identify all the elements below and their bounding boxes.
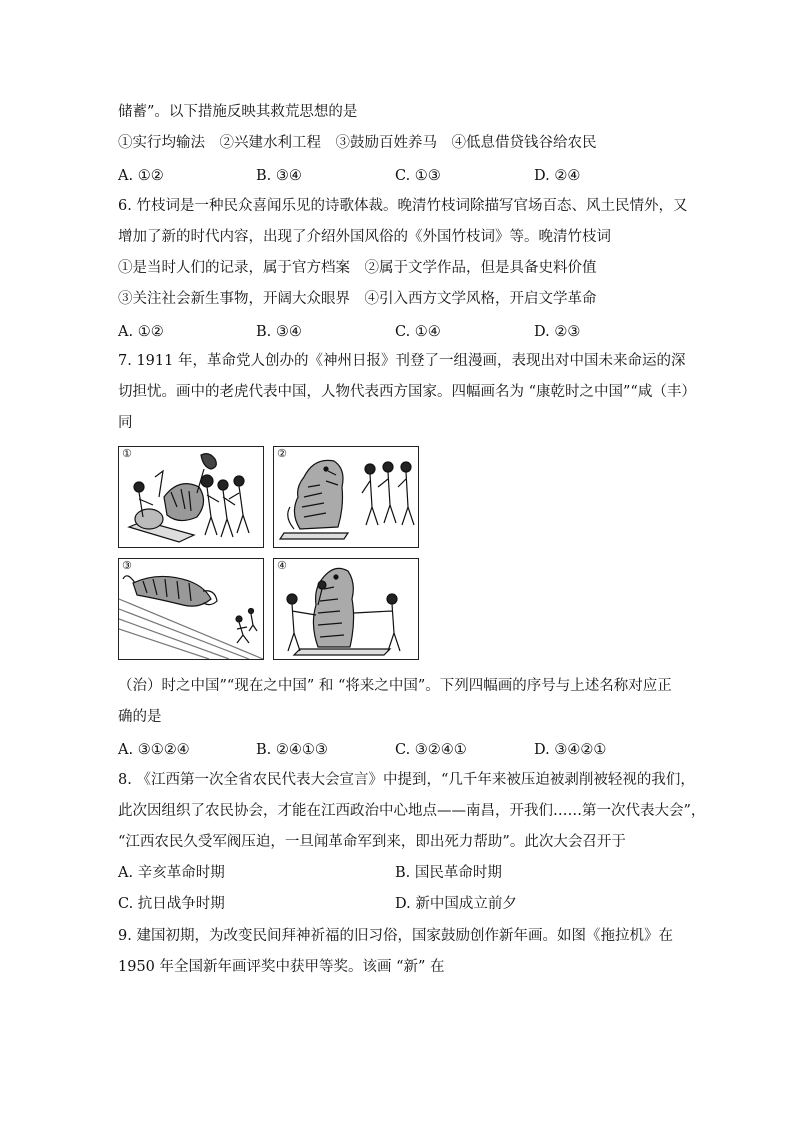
q8-line-3: “江西农民久受军阀压迫，一旦闻革命军到来，即出死力帮助”。此次大会召开于: [118, 834, 626, 850]
q7-option-c: C. ③②④①: [395, 742, 467, 758]
seated-tiger-illustration: [274, 447, 418, 547]
q9-line-2: 1950 年全国新年画评奖中获甲等奖。该画 “新” 在: [118, 959, 445, 975]
q5-stem-end: 储蓄”。以下措施反映其救荒思想的是: [118, 104, 358, 120]
cartoon-panel-4: [273, 558, 419, 660]
q7-option-b: B. ②④①③: [256, 742, 328, 758]
q5-items: ①实行均输法 ②兴建水利工程 ③鼓励百姓养马 ④低息借贷钱谷给农民: [118, 135, 597, 151]
leaping-tiger-illustration: [119, 559, 263, 659]
q8-option-a: A. 辛亥革命时期: [118, 865, 225, 881]
q6-item-1: ①是当时人们的记录，属于官方档案 ②属于文学作品，但是具备史料价值: [118, 260, 597, 276]
q6-option-a: A. ①②: [118, 324, 164, 340]
tiger-struggle-illustration: [119, 447, 263, 547]
cartoon-panel-2: [273, 446, 419, 548]
q7-line-3: 同: [118, 415, 133, 431]
q6-line-2: 增加了新的时代内容，出现了介绍外国风俗的《外国竹枝词》等。晚清竹枝词: [118, 229, 611, 245]
q7-option-a: A. ③①②④: [118, 742, 190, 758]
q6-option-c: C. ①④: [395, 324, 441, 340]
q6-line-1: 6. 竹枝词是一种民众喜闻乐见的诗歌体裁。晚清竹枝词除描写官场百态、风土民情外，又: [118, 198, 688, 214]
q6-item-2: ③关注社会新生事物，开阔大众眼界 ④引入西方文学风格，开启文学革命: [118, 291, 597, 307]
q8-option-c: C. 抗日战争时期: [118, 896, 225, 912]
q5-option-c: C. ①③: [395, 168, 441, 184]
q5-option-b: B. ③④: [256, 168, 302, 184]
cartoon-panel-1: [118, 446, 264, 548]
captured-tiger-illustration: [274, 559, 418, 659]
q7-line-5: 确的是: [118, 709, 162, 725]
panel-number: ①: [122, 447, 132, 460]
q8-option-b: B. 国民革命时期: [395, 865, 502, 881]
panel-number: ②: [277, 447, 287, 460]
q7-option-d: D. ③④②①: [534, 742, 607, 758]
q5-option-a: A. ①②: [118, 168, 164, 184]
q9-line-1: 9. 建国初期，为改变民间拜神祈福的旧习俗，国家鼓励创作新年画。如图《拖拉机》在: [118, 928, 673, 944]
q7-line-4: （治）时之中国”“现在之中国” 和 “将来之中国”。下列四幅画的序号与上述名称对应正: [118, 678, 672, 694]
panel-number: ④: [277, 559, 287, 572]
q8-line-1: 8. 《江西第一次全省农民代表大会宣言》中提到，“几千年来被压迫被剥削被轻视的我们，: [118, 772, 695, 788]
panel-number: ③: [122, 559, 132, 572]
q7-line-1: 7. 1911 年，革命党人创办的《神州日报》刊登了一组漫画，表现出对中国未来命运的深: [118, 353, 686, 369]
q6-option-d: D. ②③: [534, 324, 581, 340]
q6-option-b: B. ③④: [256, 324, 302, 340]
q7-line-2: 切担忧。画中的老虎代表中国，人物代表西方国家。四幅画名为 “康乾时之中国”“咸（丰）: [118, 384, 696, 400]
q5-option-d: D. ②④: [534, 168, 581, 184]
cartoon-panel-3: [118, 558, 264, 660]
q8-option-d: D. 新中国成立前夕: [395, 896, 517, 912]
q8-line-2: 此次因组织了农民协会，才能在江西政治中心地点——南昌，开我们……第一次代表大会”，: [118, 803, 706, 819]
